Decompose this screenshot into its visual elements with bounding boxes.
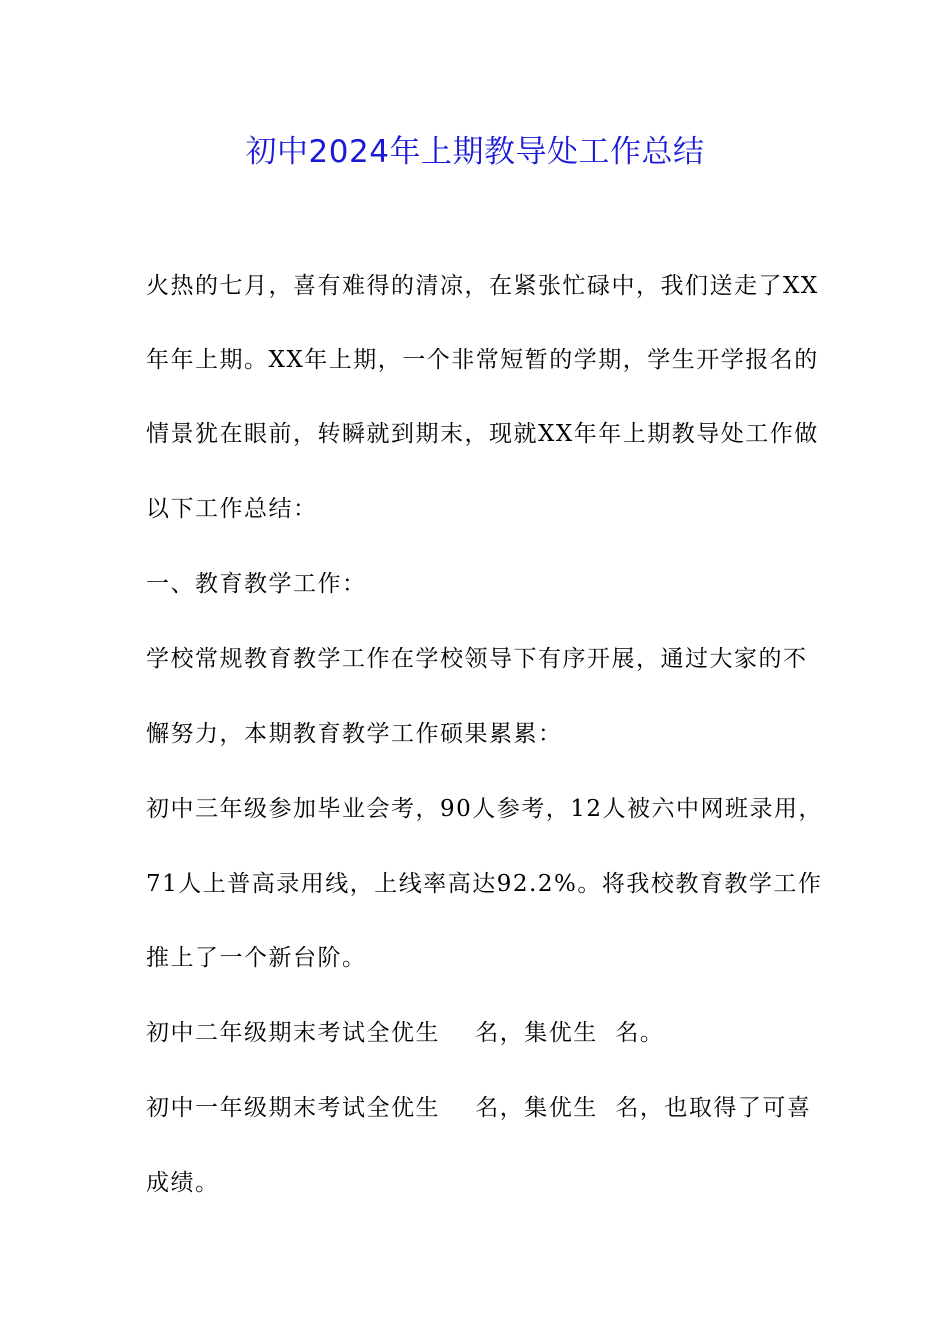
paragraph-line: 成绩。 xyxy=(146,1170,220,1196)
section-heading: 一、教育教学工作： xyxy=(146,571,367,597)
paragraph-line: 71人上普高录用线，上线率高达92.2%。将我校教育教学工作 xyxy=(146,871,823,897)
paragraph-line: 初中三年级参加毕业会考，90人参考，12人被六中网班录用， xyxy=(146,796,824,822)
paragraph-line: 情景犹在眼前，转瞬就到期末，现就XX年年上期教导处工作做 xyxy=(146,421,819,447)
paragraph-line: 推上了一个新台阶。 xyxy=(146,945,367,971)
paragraph-line: 年年上期。XX年上期，一个非常短暂的学期，学生开学报名的 xyxy=(146,347,819,373)
document-title: 初中2024年上期教导处工作总结 xyxy=(245,134,705,170)
paragraph-line: 火热的七月，喜有难得的清凉，在紧张忙碌中，我们送走了XX xyxy=(146,273,819,299)
paragraph-line: 初中二年级期末考试全优生 名，集优生 名。 xyxy=(146,1020,665,1046)
paragraph-line: 初中一年级期末考试全优生 名，集优生 名，也取得了可喜 xyxy=(146,1095,812,1121)
paragraph-line: 学校常规教育教学工作在学校领导下有序开展，通过大家的不 xyxy=(146,646,808,672)
paragraph-line: 懈努力，本期教育教学工作硕果累累： xyxy=(146,721,563,747)
paragraph-line: 以下工作总结： xyxy=(146,496,318,522)
